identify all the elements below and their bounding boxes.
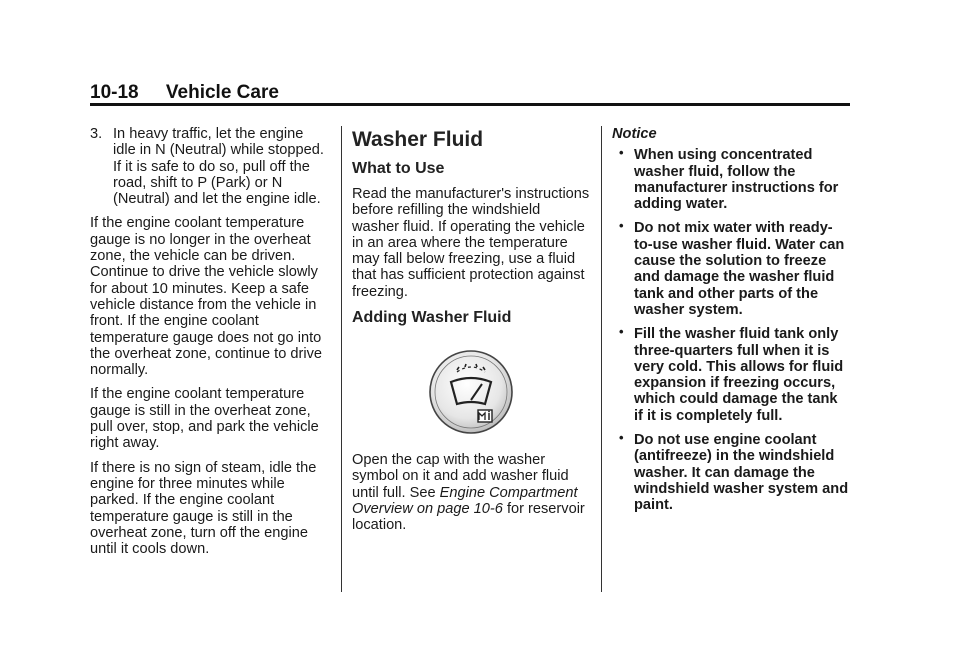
notice-list bbox=[612, 147, 850, 513]
notice-item: • Do not mix water with ready-to-use washer fluid. Water can cause the solution to freeze and damage the washer fluid tank and other parts of the washer system. bbox=[619, 218, 845, 318]
paragraph-no-steam: If there is no sign of steam, idle the engine for three minutes while parked. If the engine coolant temperature gauge is still in the overheat zone, turn off the engine until it cools down. bbox=[90, 459, 317, 558]
paragraph-coolant-overheat: If the engine coolant temperature gauge is still in the overheat zone, pull over, stop, and park the vehicle right away. bbox=[90, 386, 319, 452]
bullet-icon: • bbox=[619, 218, 624, 234]
section-title: Vehicle Care bbox=[165, 82, 279, 103]
what-to-use-heading: What to Use bbox=[352, 160, 445, 177]
notice-item: • Do not use engine coolant (antifreeze) in the windshield washer. It can damage the windshield washer system and paint. bbox=[619, 430, 849, 514]
bullet-icon: • bbox=[619, 324, 624, 340]
step-3 bbox=[90, 126, 330, 207]
column-middle bbox=[352, 126, 590, 542]
step-text: In heavy traffic, let the engine idle in N (Neutral) while stopped. If it is safe to do so, pull off the road, shift to P (Park) or N (Neutral) and let the engine idle. bbox=[113, 126, 324, 208]
bullet-icon: • bbox=[619, 430, 624, 446]
notice-title: Notice bbox=[612, 126, 657, 142]
notice-item: • Fill the washer fluid tank only three-quarters full when it is very cold. This allows for fluid expansion if freezing occurs, which could damage the tank if it is completely full. bbox=[619, 324, 844, 424]
paragraph-coolant-ok: If the engine coolant temperature gauge is no longer in the overheat zone, the vehicle can be driven. Continue to drive the vehicle slowly for about 10 minutes. Keep a safe vehicle distance from the vehicle in front. If the engine coolant temperature gauge does not go into the overheat zone, continue to drive normally. bbox=[90, 215, 323, 379]
page-number: 10-18 bbox=[90, 82, 139, 103]
step-number: 3. bbox=[90, 126, 103, 142]
adding-washer-fluid-text: Open the cap with the washer symbol on it and add washer fluid until full. See Engine Compartment Overview on page 10-6 for reservoir location. bbox=[352, 452, 585, 534]
notice-item: • When using concentrated washer fluid, follow the manufacturer instructions for adding water. bbox=[619, 145, 839, 213]
adding-washer-fluid-heading: Adding Washer Fluid bbox=[352, 309, 512, 327]
bullet-icon: • bbox=[619, 145, 624, 161]
column-divider-1 bbox=[341, 126, 342, 592]
column-left bbox=[90, 126, 330, 565]
what-to-use-text: Read the manufacturer's instructions before refilling the windshield washer fluid. If operating the vehicle in an area where the temperature may fall below freezing, use a fluid that has sufficient protection against freezing. bbox=[352, 186, 590, 300]
washer-symbol-figure bbox=[352, 348, 590, 436]
column-right bbox=[612, 126, 850, 522]
column-divider-2 bbox=[601, 126, 602, 592]
page-header bbox=[90, 82, 279, 104]
washer-fluid-heading: Washer Fluid bbox=[352, 128, 484, 151]
header-rule bbox=[90, 103, 850, 106]
washer-symbol-icon bbox=[427, 348, 515, 436]
engine-compartment-link[interactable]: Engine Compartment Overview on page 10-6 bbox=[352, 484, 578, 517]
